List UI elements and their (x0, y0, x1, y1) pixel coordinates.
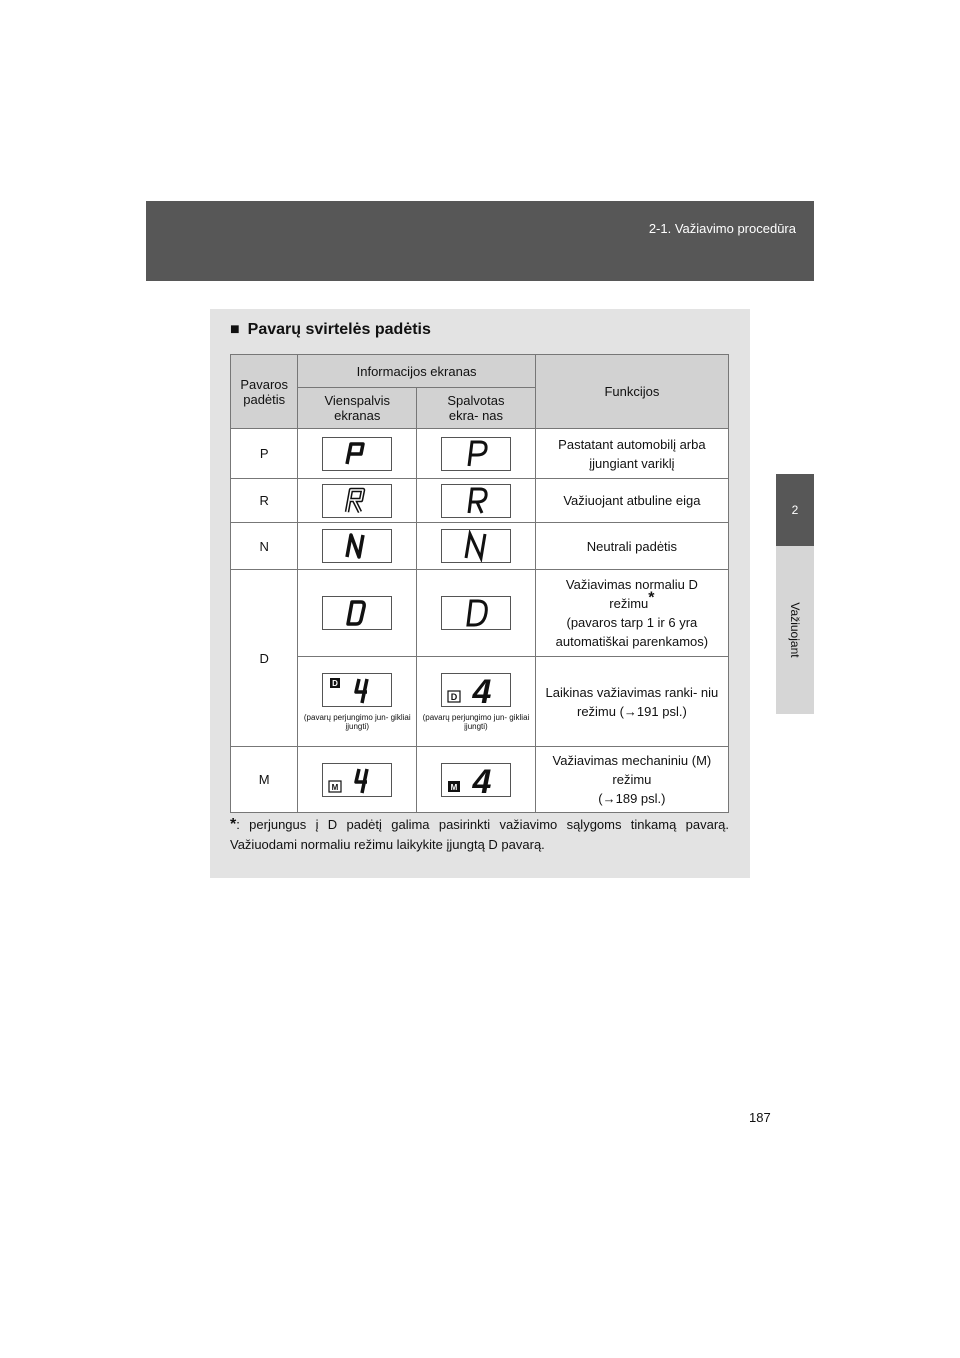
chapter-number-tab (776, 474, 814, 546)
svg-text:M: M (450, 782, 458, 792)
r-mono-display-icon (322, 484, 392, 518)
header-position: Pavaros padėtis (231, 355, 298, 429)
chapter-label-tab (776, 546, 814, 714)
svg-text:D: D (332, 678, 339, 688)
position-r: R (231, 479, 298, 523)
svg-text:M: M (331, 782, 339, 792)
d4-mono-display-icon (322, 673, 392, 707)
d-color-display-icon (441, 596, 511, 630)
p-mono-display-icon (322, 437, 392, 471)
function-r: Važiuojant atbuline eiga (535, 479, 728, 523)
chapter-label: Važiuojant (788, 602, 802, 658)
header-info-display: Informacijos ekranas (298, 355, 535, 388)
footnote (230, 815, 729, 855)
section-title: 2-1. Važiavimo procedūra (648, 221, 796, 236)
function-d-line1: Važiavimas normaliu D režimu (565, 577, 698, 611)
d4-color-display-icon (441, 673, 511, 707)
panel-title: Pavarų svirtelės padėtis (247, 321, 431, 338)
function-m-line1: Važiavimas mechaniniu (M) režimu (552, 753, 712, 787)
function-m-line2: (→189 psl.) (598, 791, 666, 806)
function-d4: Laikinas važiavimas ranki- niu režimu (→191 psl.) (535, 657, 728, 747)
footnote-text: : perjungus į D padėtį galima pasirinkti važiavimo sąlygoms tinkamą pavarą. Važiuodami normaliu režimu laikykite įjungtą D pavarą. (230, 817, 729, 852)
m-mono-display-icon (322, 763, 392, 797)
chapter-number: 2 (791, 503, 799, 517)
function-n: Neutrali padėtis (535, 523, 728, 570)
table-row-d4 (231, 657, 729, 747)
function-d-line2: (pavaros tarp 1 ir 6 yra automatiškai parenkamos) (555, 615, 709, 649)
m-color-display-icon (441, 763, 511, 797)
n-color-display-icon (441, 529, 511, 563)
position-m: M (231, 747, 298, 813)
p-color-display-icon (441, 437, 511, 471)
gear-position-table (230, 354, 729, 813)
footnote-star: * (230, 816, 237, 833)
header-function: Funkcijos (535, 355, 728, 429)
function-p: Pastatant automobilį arba įjungiant variklį (535, 429, 728, 479)
header-color-display: Spalvotas ekra- nas (417, 388, 536, 429)
position-p: P (231, 429, 298, 479)
svg-text:4: 4 (472, 673, 492, 706)
function-m (535, 747, 728, 813)
function-d (535, 570, 728, 657)
header-band (146, 201, 814, 281)
square-bullet-icon: ■ (230, 321, 240, 338)
d4-mono-caption: (pavarų perjungimo jun- gikliai įjungti) (303, 712, 411, 731)
r-color-display-icon (441, 484, 511, 518)
position-n: N (231, 523, 298, 570)
function-d-star: * (648, 589, 655, 607)
table-row-m (231, 747, 729, 813)
panel-heading (230, 321, 431, 339)
svg-text:D: D (450, 691, 458, 702)
position-d: D (231, 570, 298, 747)
n-mono-display-icon (322, 529, 392, 563)
d-mono-display-icon (322, 596, 392, 630)
table-row-d (231, 570, 729, 657)
header-mono-display: Vienspalvis ekranas (298, 388, 417, 429)
page-number: 187 (749, 1110, 771, 1125)
table-row-p (231, 429, 729, 479)
svg-text:4: 4 (472, 763, 492, 796)
info-panel (210, 309, 750, 878)
table-row-n (231, 523, 729, 570)
table-row-r (231, 479, 729, 523)
d4-color-caption: (pavarų perjungimo jun- gikliai įjungti) (422, 712, 530, 731)
